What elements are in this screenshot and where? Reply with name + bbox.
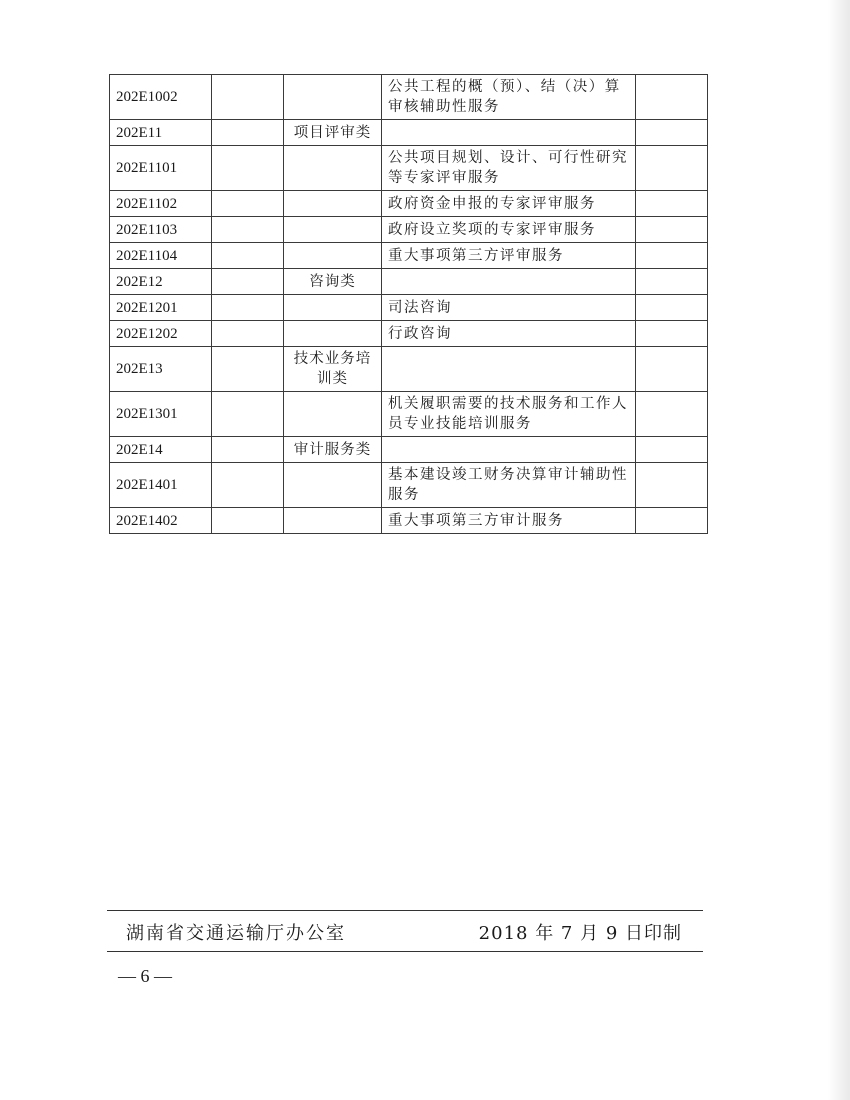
category-cell	[284, 321, 382, 347]
service-name-cell: 机关履职需要的技术服务和工作人员专业技能培训服务	[382, 392, 636, 437]
service-name-cell	[382, 437, 636, 463]
empty-cell	[212, 437, 284, 463]
table-row	[110, 463, 708, 508]
empty-cell	[212, 75, 284, 120]
empty-cell	[212, 347, 284, 392]
table-row	[110, 508, 708, 534]
service-name-cell: 行政咨询	[382, 321, 636, 347]
category-cell	[284, 146, 382, 191]
empty-cell	[212, 392, 284, 437]
service-name-cell: 政府设立奖项的专家评审服务	[382, 217, 636, 243]
code-cell: 202E1301	[110, 392, 212, 437]
empty-cell	[212, 191, 284, 217]
code-cell: 202E1201	[110, 295, 212, 321]
category-cell	[284, 217, 382, 243]
empty-cell	[636, 217, 708, 243]
empty-cell	[636, 120, 708, 146]
empty-cell	[636, 508, 708, 534]
category-cell	[284, 295, 382, 321]
service-name-cell	[382, 120, 636, 146]
code-cell: 202E1103	[110, 217, 212, 243]
empty-cell	[212, 217, 284, 243]
code-cell: 202E11	[110, 120, 212, 146]
empty-cell	[212, 295, 284, 321]
empty-cell	[212, 321, 284, 347]
code-cell: 202E13	[110, 347, 212, 392]
table-row	[110, 191, 708, 217]
service-name-cell: 公共项目规划、设计、可行性研究等专家评审服务	[382, 146, 636, 191]
category-cell	[284, 75, 382, 120]
table-row	[110, 217, 708, 243]
code-cell: 202E1101	[110, 146, 212, 191]
code-cell: 202E1402	[110, 508, 212, 534]
empty-cell	[636, 191, 708, 217]
table-row	[110, 269, 708, 295]
catalog-table-body	[110, 75, 708, 534]
code-cell: 202E1002	[110, 75, 212, 120]
category-cell	[284, 191, 382, 217]
footer-issuer: 湖南省交通运输厅办公室	[126, 923, 346, 944]
empty-cell	[636, 146, 708, 191]
category-cell	[284, 508, 382, 534]
code-cell: 202E1102	[110, 191, 212, 217]
service-name-cell	[382, 269, 636, 295]
footer-print-date: 2018 年 7 月 9 日印制	[478, 923, 682, 944]
empty-cell	[636, 243, 708, 269]
empty-cell	[212, 146, 284, 191]
footer-top-rule	[107, 910, 703, 911]
code-cell: 202E12	[110, 269, 212, 295]
table-row	[110, 75, 708, 120]
table-row	[110, 295, 708, 321]
empty-cell	[636, 392, 708, 437]
empty-cell	[636, 463, 708, 508]
category-cell	[284, 243, 382, 269]
empty-cell	[636, 269, 708, 295]
table-row	[110, 437, 708, 463]
empty-cell	[212, 243, 284, 269]
category-cell	[284, 392, 382, 437]
category-cell: 咨询类	[284, 269, 382, 295]
table-row	[110, 347, 708, 392]
table-row	[110, 321, 708, 347]
page-number: — 6 —	[118, 966, 172, 986]
table-row	[110, 392, 708, 437]
table-row	[110, 146, 708, 191]
empty-cell	[636, 295, 708, 321]
table-row	[110, 120, 708, 146]
scan-edge-shadow	[828, 0, 850, 1100]
service-name-cell: 重大事项第三方审计服务	[382, 508, 636, 534]
category-cell	[284, 463, 382, 508]
empty-cell	[636, 75, 708, 120]
service-name-cell: 政府资金申报的专家评审服务	[382, 191, 636, 217]
category-cell: 项目评审类	[284, 120, 382, 146]
service-name-cell: 重大事项第三方评审服务	[382, 243, 636, 269]
empty-cell	[212, 463, 284, 508]
service-name-cell	[382, 347, 636, 392]
empty-cell	[212, 269, 284, 295]
code-cell: 202E1401	[110, 463, 212, 508]
code-cell: 202E1104	[110, 243, 212, 269]
table-row	[110, 243, 708, 269]
code-cell: 202E14	[110, 437, 212, 463]
empty-cell	[636, 347, 708, 392]
empty-cell	[636, 321, 708, 347]
code-cell: 202E1202	[110, 321, 212, 347]
empty-cell	[636, 437, 708, 463]
service-name-cell: 公共工程的概（预）、结（决）算审核辅助性服务	[382, 75, 636, 120]
empty-cell	[212, 120, 284, 146]
empty-cell	[212, 508, 284, 534]
category-cell: 审计服务类	[284, 437, 382, 463]
service-name-cell: 司法咨询	[382, 295, 636, 321]
footer-bottom-rule	[107, 951, 703, 952]
service-name-cell: 基本建设竣工财务决算审计辅助性服务	[382, 463, 636, 508]
category-cell: 技术业务培训类	[284, 347, 382, 392]
service-catalog-table	[109, 74, 708, 534]
